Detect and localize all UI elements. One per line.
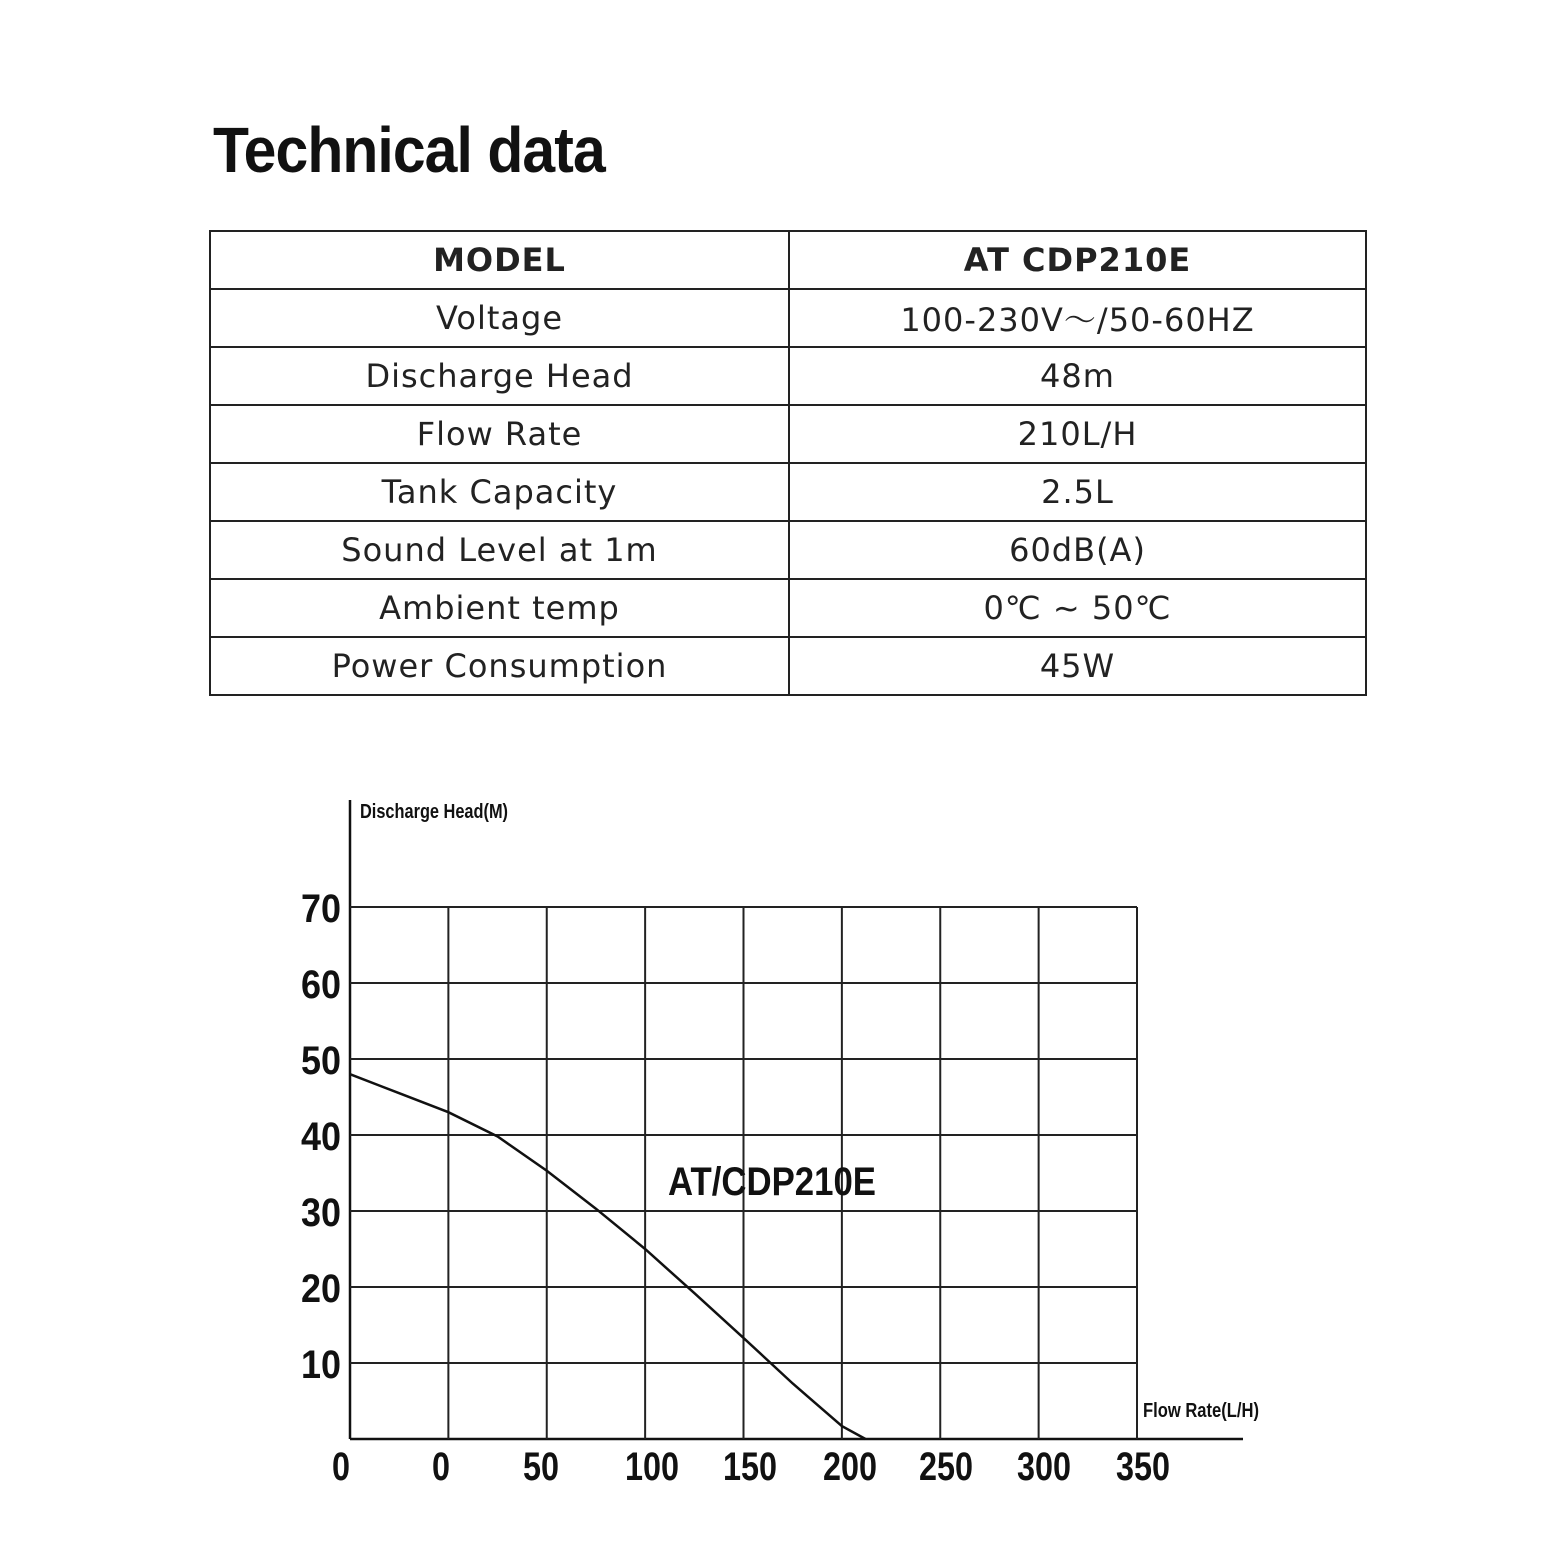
table-row [210, 347, 1366, 405]
x-tick-label: 200 [823, 1445, 877, 1489]
y-tick-label: 30 [301, 1191, 341, 1235]
curve-label: AT/CDP210E [668, 1160, 876, 1204]
table-header-row [210, 231, 1366, 289]
spec-label: Voltage [210, 289, 789, 347]
y-tick-label: 10 [301, 1343, 341, 1387]
y-tick-label: 60 [301, 963, 341, 1007]
header-model-value: AT CDP210E [789, 231, 1366, 289]
page-title: Technical data [213, 114, 605, 186]
header-model-label: MODEL [210, 231, 789, 289]
table-row [210, 579, 1366, 637]
x-axis-label: Flow Rate(L/H) [1143, 1400, 1259, 1422]
spec-label: Tank Capacity [210, 463, 789, 521]
spec-value: 100-230V～/50-60HZ [789, 289, 1366, 347]
spec-label: Flow Rate [210, 405, 789, 463]
table-row [210, 289, 1366, 347]
x-tick-label: 100 [625, 1445, 679, 1489]
x-tick-label: 250 [919, 1445, 973, 1489]
spec-table [209, 230, 1367, 696]
x-tick-label: 150 [723, 1445, 777, 1489]
y-tick-label: 50 [301, 1039, 341, 1083]
table-row [210, 405, 1366, 463]
spec-value: 0℃ ~ 50℃ [789, 579, 1366, 637]
series-line [350, 1074, 866, 1439]
y-axis-label: Discharge Head(M) [360, 801, 508, 823]
spec-label: Sound Level at 1m [210, 521, 789, 579]
y-tick-label: 70 [301, 887, 341, 931]
x-tick-label: 300 [1017, 1445, 1071, 1489]
pump-curve-chart [0, 760, 1563, 1540]
spec-label: Power Consumption [210, 637, 789, 695]
x-tick-label: 50 [523, 1445, 559, 1489]
table-row [210, 463, 1366, 521]
x-tick-label: 0 [332, 1445, 350, 1489]
spec-value: 2.5L [789, 463, 1366, 521]
table-row [210, 521, 1366, 579]
x-tick-label: 350 [1116, 1445, 1170, 1489]
spec-value: 60dB(A) [789, 521, 1366, 579]
spec-label: Discharge Head [210, 347, 789, 405]
x-tick-label: 0 [432, 1445, 450, 1489]
spec-label: Ambient temp [210, 579, 789, 637]
spec-value: 45W [789, 637, 1366, 695]
table-row [210, 637, 1366, 695]
y-tick-label: 40 [301, 1115, 341, 1159]
spec-value: 210L/H [789, 405, 1366, 463]
spec-value: 48m [789, 347, 1366, 405]
y-tick-label: 20 [301, 1267, 341, 1311]
